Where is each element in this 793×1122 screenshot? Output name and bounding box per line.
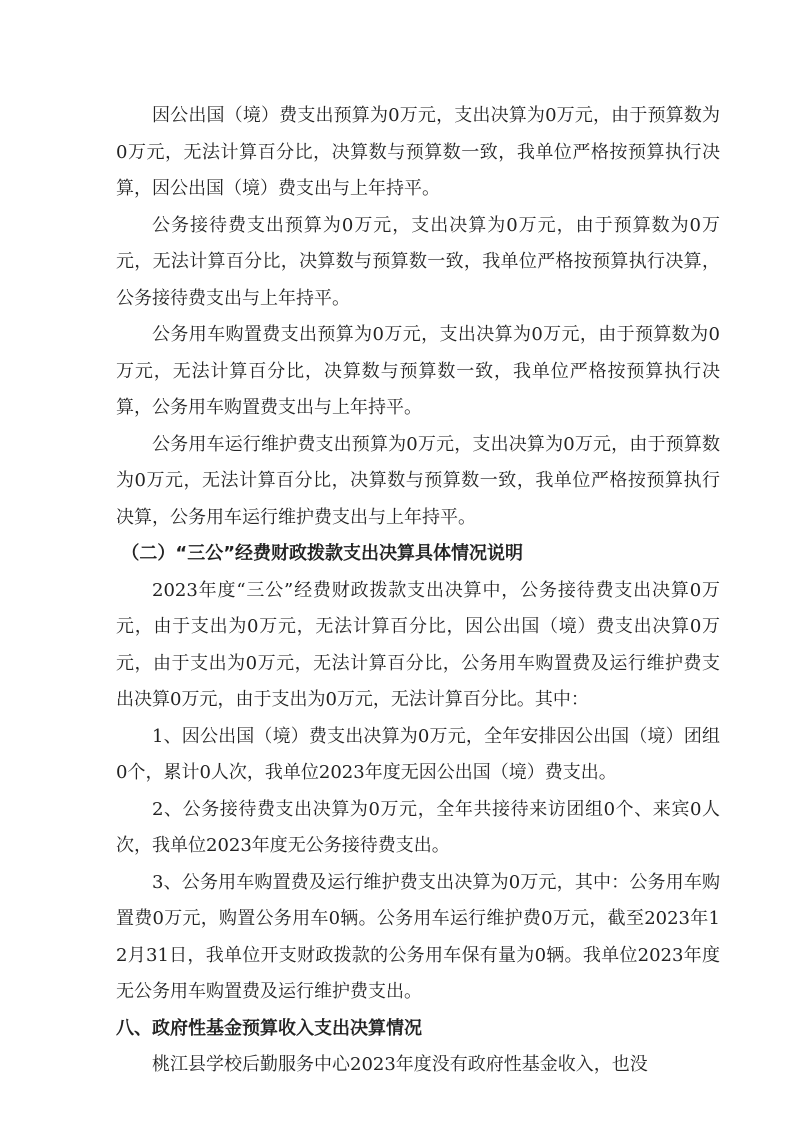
paragraph-reception-budget: 公务接待费支出预算为0万元，支出决算为0万元，由于预算数为0万元，无法计算百分比，决算数与预算数一致，我单位严格按预算执行决算，公务接待费支出与上年持平。 [116,214,720,309]
paragraph-outbound-travel-budget: 因公出国（境）费支出预算为0万元，支出决算为0万元，由于预算数为0万元，无法计算百分比，决算数与预算数一致，我单位严格按预算执行决算，因公出国（境）费支出与上年持平。 [116,105,720,199]
section-heading-government-funds: 八、政府性基金预算收入支出决算情况 [116,1017,422,1039]
paragraph-three-public-summary: 2023年度“三公”经费财政拨款支出决算中，公务接待费支出决算0万元，由于支出为0万元，无法计算百分比，因公出国（境）费支出决算0万元，由于支出为0万元，无法计算百分比，公务用车购置费及运行维护费支出决算0万元，由于支出为0万元，无法计算百分比。其中： [116,579,720,710]
document-body [116,98,720,1084]
paragraph-government-funds: 桃江县学校后勤服务中心2023年度没有政府性基金收入，也没 [152,1054,648,1075]
paragraph-item-vehicles: 3、公务用车购置费及运行维护费支出决算为0万元，其中：公务用车购置费0万元，购置公务用车0辆。公务用车运行维护费0万元，截至2023年12月31日，我单位开支财政拨款的公务用车保有量为0辆。我单位2023年度无公务用车购置费及运行维护费支出。 [116,871,720,1002]
subheading-three-public-expenses: （二）“三公”经费财政拨款支出决算具体情况说明 [121,543,524,564]
paragraph-vehicle-maintenance-budget: 公务用车运行维护费支出预算为0万元，支出决算为0万元，由于预算数为0万元，无法计算百分比，决算数与预算数一致，我单位严格按预算执行决算，公务用车运行维护费支出与上年持平。 [116,433,720,528]
paragraph-vehicle-purchase-budget: 公务用车购置费支出预算为0万元，支出决算为0万元，由于预算数为0万元，无法计算百分比，决算数与预算数一致，我单位严格按预算执行决算，公务用车购置费支出与上年持平。 [116,324,720,418]
paragraph-item-reception: 2、公务接待费支出决算为0万元，全年共接待来访团组0个、来宾0人次，我单位2023年度无公务接待费支出。 [116,798,720,856]
paragraph-item-outbound-travel: 1、因公出国（境）费支出决算为0万元，全年安排因公出国（境）团组0个，累计0人次，我单位2023年度无因公出国（境）费支出。 [116,725,720,783]
